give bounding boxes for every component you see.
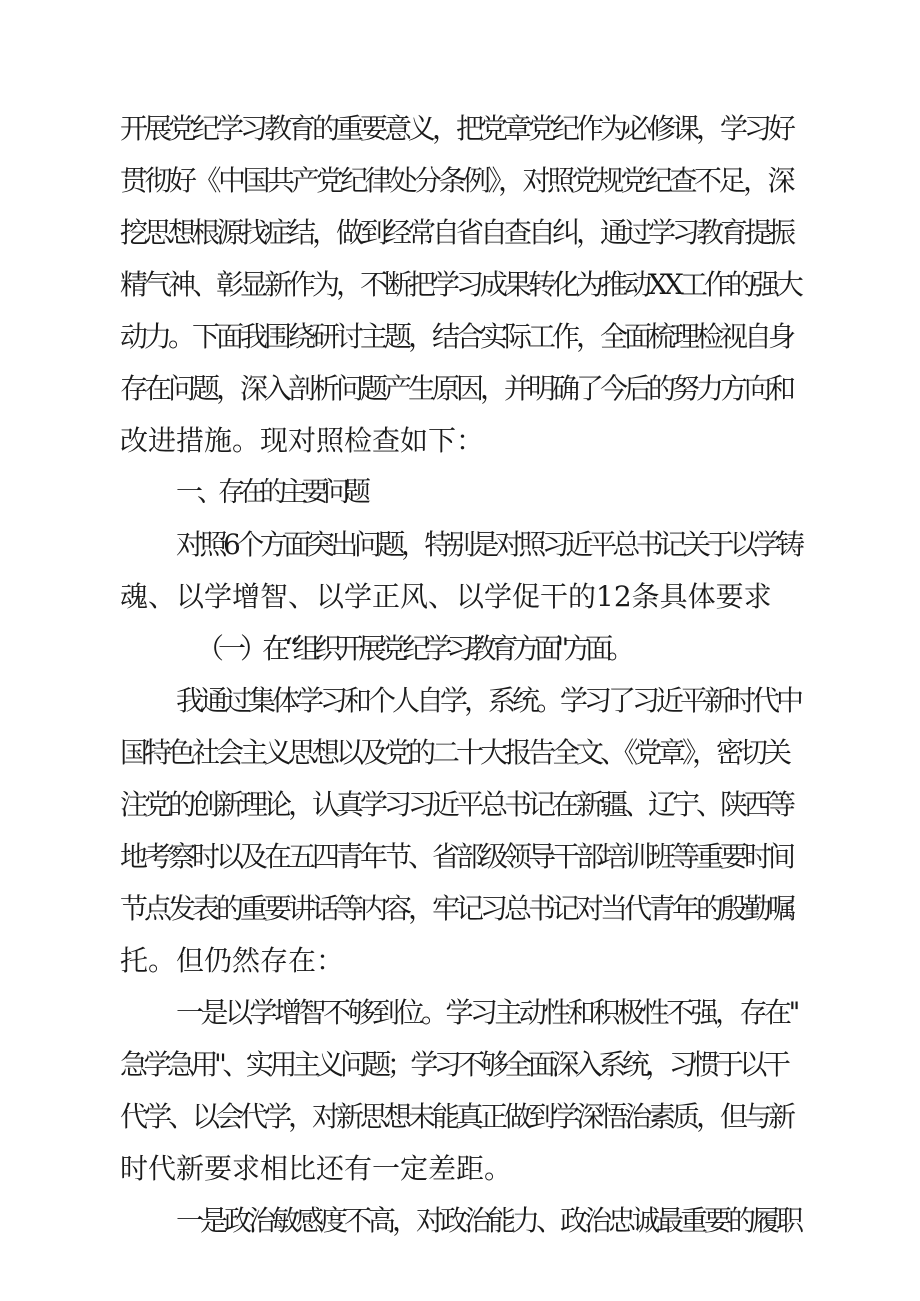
intro-line-1: 开展党纪学习教育的重要意义，把党章党纪作为必修课，学习好 — [120, 112, 793, 145]
section-intro-line-1: 对照6个方面突出问题，特别是对照习近平总书记关于以学铸 — [176, 528, 801, 561]
point2-line-1: 一是政治敏感度不高，对政治能力、政治忠诚最重要的履职 — [176, 1204, 801, 1237]
study-line-3: 注党的创新理论，认真学习习近平总书记在新疆、辽宁、陕西等 — [120, 788, 793, 821]
study-line-1: 我通过集体学习和个人自学，系统。学习了习近平新时代中 — [176, 684, 801, 717]
section-heading: 一、存在的主要问题 — [176, 477, 365, 508]
study-line-5: 节点发表的重要讲话等内容，牢记习总书记对当代青年的殷勤嘱 — [120, 892, 793, 925]
intro-line-6: 存在问题，深入剖析问题产生原因，并明确了今后的努力方向和 — [120, 372, 793, 405]
intro-line-4: 精气神、彰显新作为，不断把学习成果转化为推动XX工作的强大 — [120, 268, 800, 301]
study-line-4: 地考察时以及在五四青年节、省部级领导干部培训班等重要时间 — [120, 840, 793, 873]
point1-line-1: 一是以学增智不够到位。学习主动性和积极性不强，存在'' — [176, 996, 797, 1029]
point1-line-2: 急学急用"、实用主义问题；学习不够全面深入系统，习惯于以干 — [120, 1048, 787, 1081]
section-intro-line-2: 魂、以学增智、以学正风、以学促干的12条具体要求 — [120, 580, 772, 613]
study-line-2: 国特色社会主义思想以及党的二十大报告全文、《党章》，密切关 — [120, 736, 789, 769]
study-line-6: 托。但仍然存在： — [120, 944, 345, 977]
intro-line-7: 改进措施。现对照检查如下： — [120, 424, 485, 457]
intro-line-5: 动力。下面我围绕研讨主题，结合实际工作，全面梳理检视自身 — [120, 320, 793, 353]
subsection-heading: （一）在“组织开展党纪学习教育方面"方面。 — [196, 632, 630, 665]
intro-line-2: 贯彻好《中国共产党纪律处分条例》，对照党规党纪查不足，深 — [120, 164, 793, 197]
point1-line-4: 时代新要求相比还有一定差距。 — [120, 1152, 513, 1185]
point1-line-3: 代学、以会代学，对新思想未能真正做到学深悟治素质，但与新 — [120, 1100, 793, 1133]
intro-line-3: 挖思想根源找症结，做到经常自省自查自纠，通过学习教育提振 — [120, 216, 793, 249]
